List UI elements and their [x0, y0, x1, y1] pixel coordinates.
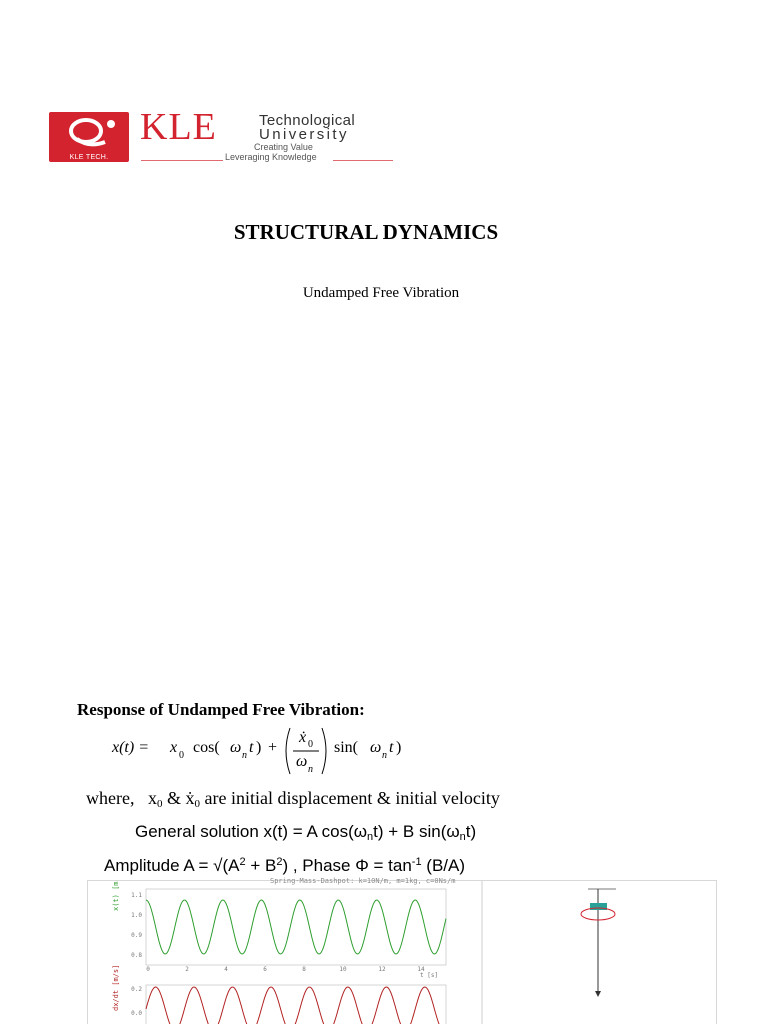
mass-block [590, 903, 607, 910]
eq-omega-2-sub: n [382, 750, 387, 761]
where-xdot0: ẋ [185, 788, 195, 808]
displacement-yticks [131, 892, 142, 959]
eq-omega-2: ω [370, 739, 382, 756]
logo-badge-text: KLE TECH. [69, 154, 109, 161]
where-x0: x [147, 788, 157, 808]
displacement-ytick: 1.0 [131, 912, 142, 919]
simulation-title: Spring-Mass-Dashpot: k=10N/m, m=1kg, c=0Ns/m [270, 877, 456, 885]
displacement-xtick: 8 [302, 966, 306, 973]
gs-text-a: General solution x(t) = A cos(ω [135, 822, 368, 841]
eq-x0-sub: 0 [179, 750, 184, 761]
eq-x0: x [170, 739, 178, 756]
eq-close-2: ) [396, 739, 402, 756]
simulation-figure [87, 880, 717, 1024]
logo-badge [49, 112, 129, 162]
eq-plus: + [268, 739, 278, 756]
displacement-xtick: 4 [224, 966, 228, 973]
displacement-xtick: 0 [146, 966, 150, 973]
amp-text-b: + B [245, 856, 277, 875]
logo-rule-right [333, 160, 393, 161]
logo-tagline-2: Leveraging Knowledge [225, 152, 317, 162]
amp-sup-b: 2 [276, 856, 283, 868]
displacement-ylabel: x(t) [m] [112, 881, 120, 911]
eq-omega-1: ω [230, 739, 242, 756]
velocity-ytick: 0.2 [131, 986, 142, 993]
logo-line-university: University [259, 126, 349, 143]
displacement-xtick: 6 [263, 966, 267, 973]
where-amp: & [166, 788, 181, 808]
gs-text-b: t) + B sin(ω [373, 822, 460, 841]
eq-frac-num: ẋ [299, 729, 307, 746]
where-prefix: where, [86, 788, 135, 808]
displacement-ytick: 0.9 [131, 932, 142, 939]
eq-lhs: x(t) = [112, 739, 149, 756]
where-x0-sub: 0 [156, 798, 163, 810]
velocity-plot-frame [146, 985, 446, 1024]
amplitude-phase-line [104, 856, 465, 876]
eq-frac-den: ω [296, 753, 308, 770]
displacement-curve [146, 900, 446, 954]
gs-sub-b: n [459, 831, 466, 843]
eq-cos: cos( [193, 739, 220, 756]
general-solution-line [135, 822, 476, 843]
displacement-xtick: 2 [185, 966, 189, 973]
logo-line-technological: Technological [259, 112, 356, 129]
velocity-yticks [131, 986, 142, 1017]
logo-tagline-1: Creating Value [254, 142, 313, 152]
displacement-ytick: 0.8 [131, 952, 142, 959]
gs-text-c: t) [465, 822, 477, 841]
where-line [86, 788, 500, 810]
velocity-ylabel: dx/dt [m/s] [112, 964, 120, 1011]
mass-axis-arrow-icon [595, 991, 601, 997]
amp-text-a: Amplitude A = √(A [104, 856, 240, 875]
section-heading: Response of Undamped Free Vibration: [77, 700, 365, 719]
response-equation [112, 725, 432, 777]
amp-text-d: (B/A) [421, 856, 466, 875]
displacement-xtick: 14 [417, 966, 425, 973]
eq-frac-num-sub: 0 [308, 739, 313, 750]
amp-sup-c: -1 [411, 856, 422, 868]
velocity-curve [146, 987, 446, 1024]
eq-omega-1-sub: n [242, 750, 247, 761]
velocity-ytick: 0.0 [131, 1010, 142, 1017]
displacement-xtick: 10 [339, 966, 347, 973]
page-subtitle: Undamped Free Vibration [302, 285, 460, 301]
displacement-xticks [146, 966, 425, 973]
simulation-svg [88, 881, 718, 1024]
eq-frac-den-sub: n [308, 764, 313, 775]
displacement-ytick: 1.1 [131, 892, 142, 899]
eq-t-1: t [249, 739, 254, 756]
kle-tech-logo [49, 106, 394, 164]
logo-rule-left [141, 160, 223, 161]
amp-sup-a: 2 [239, 856, 246, 868]
eq-close-1: ) [256, 739, 262, 756]
displacement-xtick: 12 [378, 966, 386, 973]
eq-t-2: t [389, 739, 394, 756]
displacement-xlabel: t [s] [420, 972, 439, 979]
gs-sub-a: n [367, 831, 374, 843]
where-xdot0-sub: 0 [194, 798, 200, 810]
amp-text-c: ) , Phase Φ = tan [282, 856, 412, 875]
logo-brand: KLE [140, 106, 217, 148]
displacement-plot-frame [146, 889, 446, 965]
eq-sin: sin( [334, 739, 358, 756]
page-title: STRUCTURAL DYNAMICS [233, 220, 499, 244]
where-rest: are initial displacement & initial velocity [204, 788, 500, 808]
